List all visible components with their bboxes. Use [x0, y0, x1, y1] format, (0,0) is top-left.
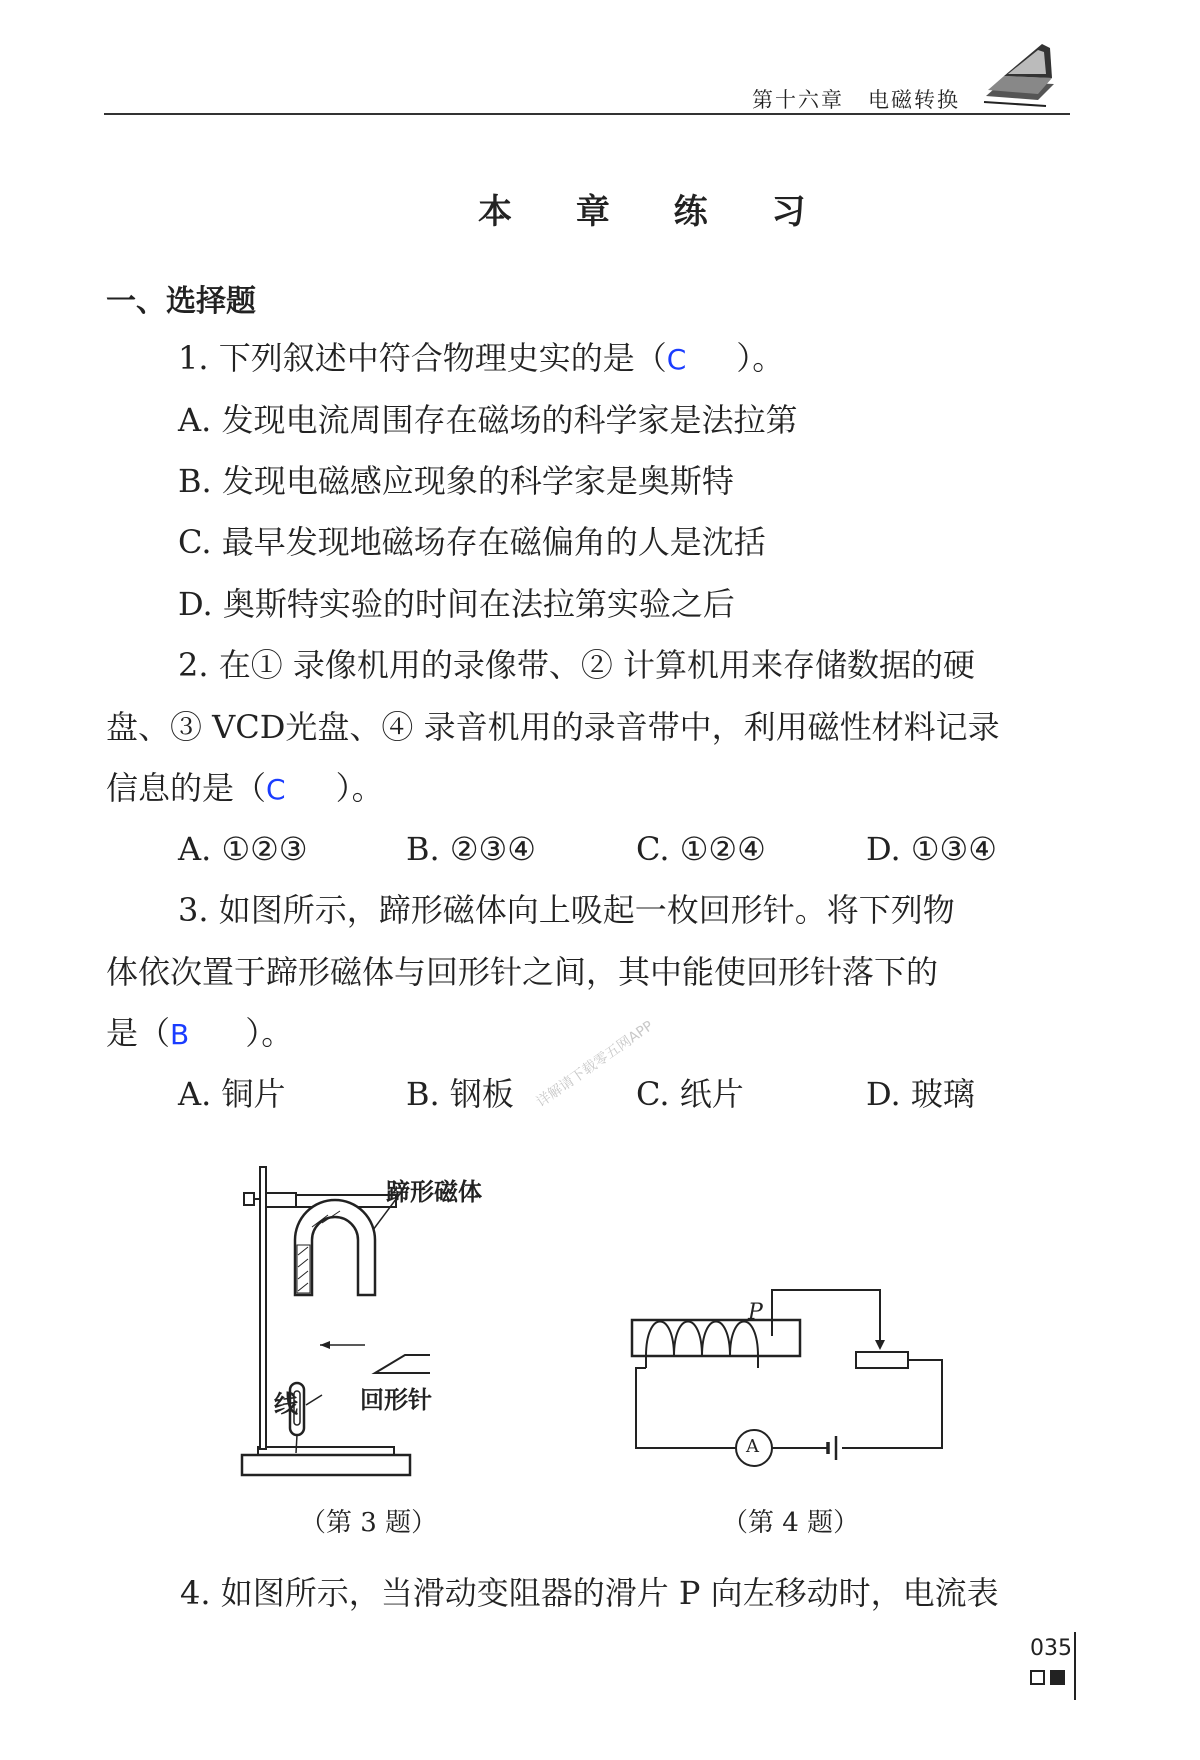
- q2-line3-suffix: ）。: [335, 769, 384, 807]
- sheet: [375, 1355, 430, 1373]
- q3-line1: 3. 如图所示，蹄形磁体向上吸起一枚回形针。将下列物: [178, 891, 955, 929]
- page-title: 本 章 练 习: [478, 192, 832, 232]
- stand-base: [242, 1455, 410, 1475]
- q2-option-b: B. ②③④: [406, 830, 536, 868]
- book-icon: [980, 38, 1060, 112]
- q3-line3-prefix: 是（: [106, 1014, 171, 1052]
- figure-4-diagram: [620, 1280, 960, 1500]
- q4-line1: 4. 如图所示，当滑动变阻器的滑片 P 向左移动时，电流表: [180, 1574, 999, 1612]
- figure-3-caption: （第 3 题）: [300, 1508, 438, 1538]
- q1-stem-suffix: ）。: [736, 339, 785, 377]
- figure-4-caption: （第 4 题）: [722, 1508, 860, 1538]
- q2-line3: [106, 768, 384, 810]
- q3-line3-suffix: ）。: [245, 1014, 294, 1052]
- header-chapter: 第十六章: [752, 88, 844, 112]
- q3-option-d: D. 玻璃: [866, 1075, 975, 1113]
- figure-4-label-p: P: [748, 1300, 763, 1325]
- q1-option-a: A. 发现电流周围存在磁场的科学家是法拉第: [178, 401, 798, 439]
- figure-3-label-clip: 回形针: [360, 1386, 432, 1414]
- empty-square-icon: [1030, 1670, 1045, 1685]
- thread: [296, 1435, 297, 1453]
- watermark: 详解请下载零五网APP: [533, 1018, 657, 1111]
- q2-line1: 2. 在① 录像机用的录像带、② 计算机用来存储数据的硬: [178, 646, 976, 684]
- q2-line2: 盘、③ VCD光盘、④ 录音机用的录音带中，利用磁性材料记录: [106, 708, 1000, 746]
- q1-stem-prefix: 1. 下列叙述中符合物理史实的是（: [178, 339, 667, 377]
- q2-answer: C: [266, 773, 286, 806]
- q1-option-b: B. 发现电磁感应现象的科学家是奥斯特: [178, 462, 734, 500]
- figure-4-label-ammeter: A: [746, 1436, 759, 1457]
- figure-3-label-magnet: 蹄形磁体: [386, 1178, 482, 1206]
- figure-3-label-thread: 线: [274, 1390, 298, 1418]
- q2-option-a: A. ①②③: [178, 830, 308, 868]
- q3-option-c: C. 纸片: [636, 1075, 744, 1113]
- q3-option-a: A. 铜片: [178, 1075, 286, 1113]
- page-number: 035: [1030, 1636, 1072, 1661]
- slider-arrow-icon: [875, 1340, 885, 1350]
- q3-line3: [106, 1013, 293, 1055]
- stand-pole: [260, 1167, 266, 1449]
- q3-option-b: B. 钢板: [406, 1075, 514, 1113]
- rheostat: [856, 1352, 908, 1368]
- section-title: 一、选择题: [106, 284, 256, 319]
- solenoid: [632, 1320, 800, 1356]
- q3-line2: 体依次置于蹄形磁体与回形针之间，其中能使回形针落下的: [106, 953, 939, 991]
- q1-option-c: C. 最早发现地磁场存在磁偏角的人是沈括: [178, 523, 766, 561]
- header-topic: 电磁转换: [868, 88, 960, 112]
- q2-line3-prefix: 信息的是（: [106, 769, 267, 807]
- q1-option-d: D. 奥斯特实验的时间在法拉第实验之后: [178, 585, 735, 623]
- filled-square-icon: [1050, 1670, 1065, 1685]
- q1-answer: C: [666, 343, 687, 376]
- q2-option-d: D. ①③④: [866, 830, 997, 868]
- header-rule: [104, 113, 1070, 115]
- page-number-rule: [1074, 1632, 1076, 1700]
- q2-option-c: C. ①②④: [636, 830, 766, 868]
- q1-stem: [178, 338, 784, 380]
- q3-answer: B: [170, 1018, 190, 1051]
